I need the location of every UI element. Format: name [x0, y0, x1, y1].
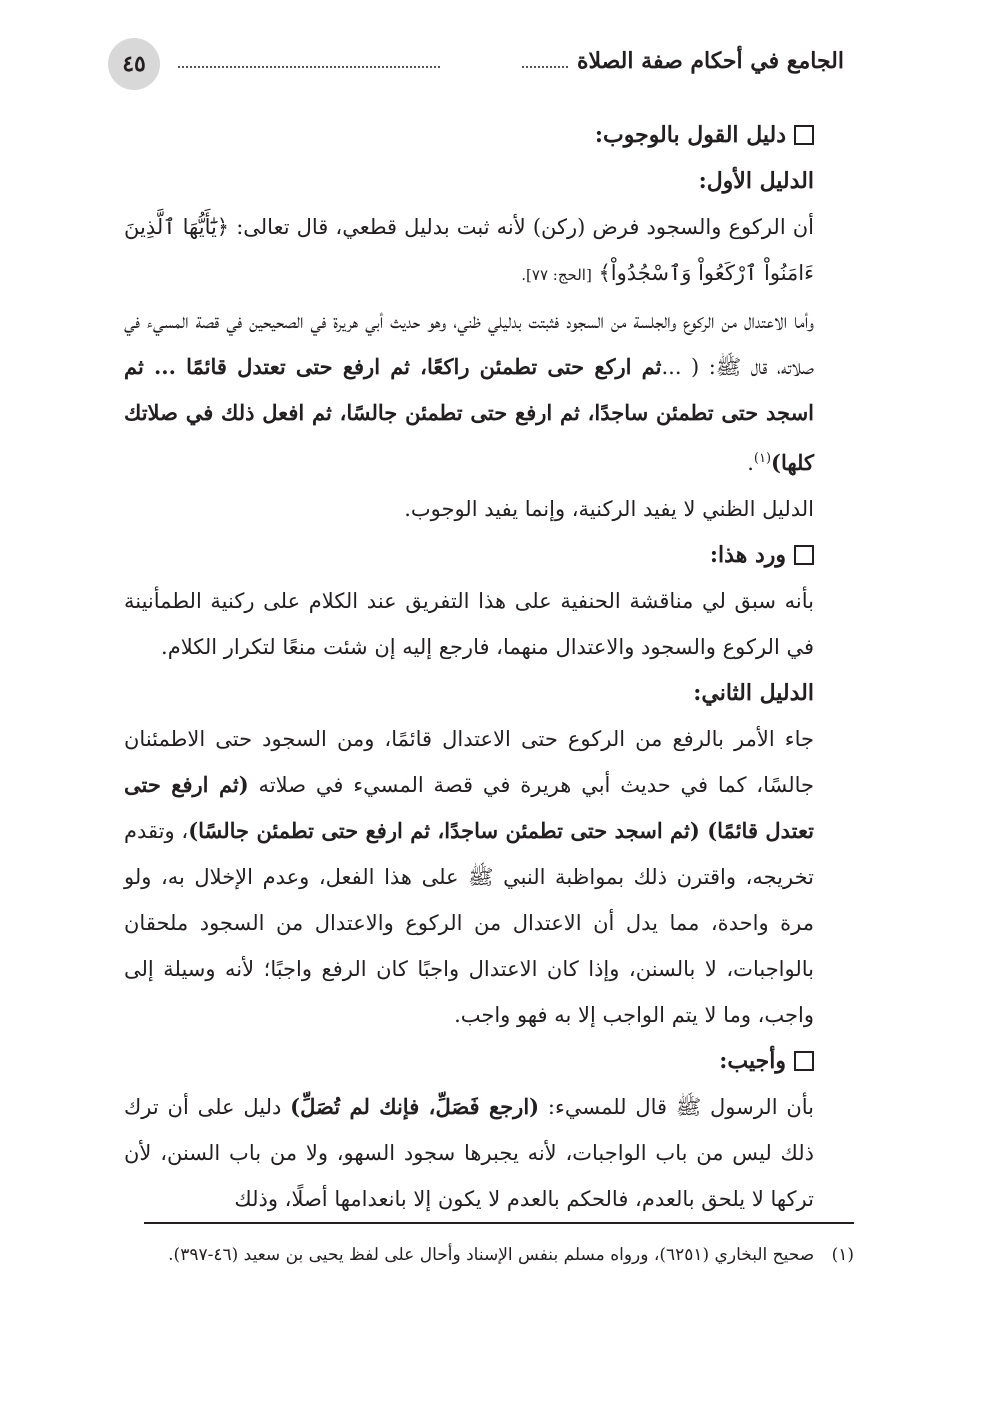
section-heading [124, 1038, 814, 1084]
footnote-marker: (١) [753, 451, 772, 466]
paragraph-text: بأن الرسول ﷺ قال للمسيء: [539, 1095, 814, 1119]
paragraph-text: جاء الأمر بالرفع من الركوع حتى الاعتدال قائمًا، ومن السجود حتى الاطمئنان جالسًا، كما في حديث أبي هريرة في قصة المسيء في صلاته [124, 727, 814, 797]
heading-text: ورد هذا: [709, 542, 786, 568]
heading-text: دليل القول بالوجوب: [594, 122, 786, 148]
running-title: الجامع في أحكام صفة الصلاة [569, 48, 844, 74]
quran-reference: [الحج: ٧٧]. [521, 266, 592, 284]
checkbox-square-icon [794, 125, 814, 145]
paragraph [124, 204, 814, 298]
header-dotted-rule-left [178, 66, 440, 68]
section-heading [124, 532, 814, 578]
paragraph: الدليل الظني لا يفيد الركنية، وإنما يفيد الوجوب. [404, 497, 814, 521]
paragraph-text: ، وتقدم تخريجه، واقترن ذلك بمواظبة النبي ﷺ على هذا الفعل، وعدم الإخلال به، ولو مرة واحدة، مما يدل أن الاعتدال من الركوع والاعتدال من السجود ملحقان بالواجبات، لا بالسنن، وإذا كان الاعتدال واجبًا كان الرفع واجبًا؛ لأنه وسيلة إلى واجب، وما لا يتم الواجب إلا به فهو واجب. [124, 819, 814, 1027]
paragraph [124, 1084, 814, 1222]
section-heading [124, 112, 814, 158]
page-number: ٤٥ [108, 38, 160, 90]
checkbox-square-icon [794, 545, 814, 565]
paragraph-text: وأما الاعتدال من الركوع والجلسة من السجود فثبتت بدليلي ظني، وهو حديث أبي هريرة في الصحيحين في قصة المسيء في صلاته، قال ﷺ: ( ... [124, 309, 815, 379]
checkbox-square-icon [794, 1051, 814, 1071]
paragraph-text: . [747, 451, 754, 475]
footnote-number: (١) [831, 1245, 854, 1265]
hadith-quote: (ثم ارفع حتى تعتدل قائمًا) (ثم اسجد حتى تطمئن ساجدًا، ثم ارفع حتى تطمئن جالسًا) [124, 772, 814, 843]
subheading: الدليل الأول: [698, 168, 814, 194]
footnote-text: صحيح البخاري (٦٢٥١)، ورواه مسلم بنفس الإسناد وأحال على لفظ يحيى بن سعيد (٤٦-٣٩٧). [168, 1245, 815, 1265]
paragraph: بأنه سبق لي مناقشة الحنفية على هذا التفريق عند الكلام على ركنية الطمأنينة في الركوع والسجود والاعتدال منهما، فارجع إليه إن شئت منعًا لتكرار الكلام. [124, 589, 814, 659]
paragraph [124, 298, 814, 486]
heading-text: وأجيب: [719, 1048, 786, 1074]
paragraph-text: دليل على أن ترك ذلك ليس من باب الواجبات، لأنه يجبرها سجود السهو، ولا من باب السنن، لأن تركها لا يلحق بالعدم، فالحكم بالعدم لا يكون إلا بانعدامها أصلًا، وذلك [124, 1095, 814, 1211]
paragraph [124, 716, 814, 1038]
page-body [124, 112, 814, 1222]
page-header [108, 38, 844, 98]
hadith-quote: (ارجع فَصَلِّ، فإنك لم تُصَلِّ) [290, 1094, 540, 1119]
hadith-quote: ثم اركع حتى تطمئن راكعًا، ثم ارفع حتى تعتدل قائمًا ... ثم اسجد حتى تطمئن ساجدًا، ثم ارفع حتى تطمئن جالسًا، ثم افعل ذلك في صلاتك كلها) [124, 354, 814, 475]
footnote-divider [144, 1222, 854, 1224]
paragraph-text: أن الركوع والسجود فرض (ركن) لأنه ثبت بدليل قطعي، قال تعالى: ﴿يَٰٓأَيُّهَا ٱلَّذِينَ ءَامَنُواْ ٱرْكَعُواْ وَٱسْجُدُواْ﴾ [124, 215, 814, 285]
subheading: الدليل الثاني: [693, 680, 814, 706]
footnote [144, 1238, 854, 1272]
